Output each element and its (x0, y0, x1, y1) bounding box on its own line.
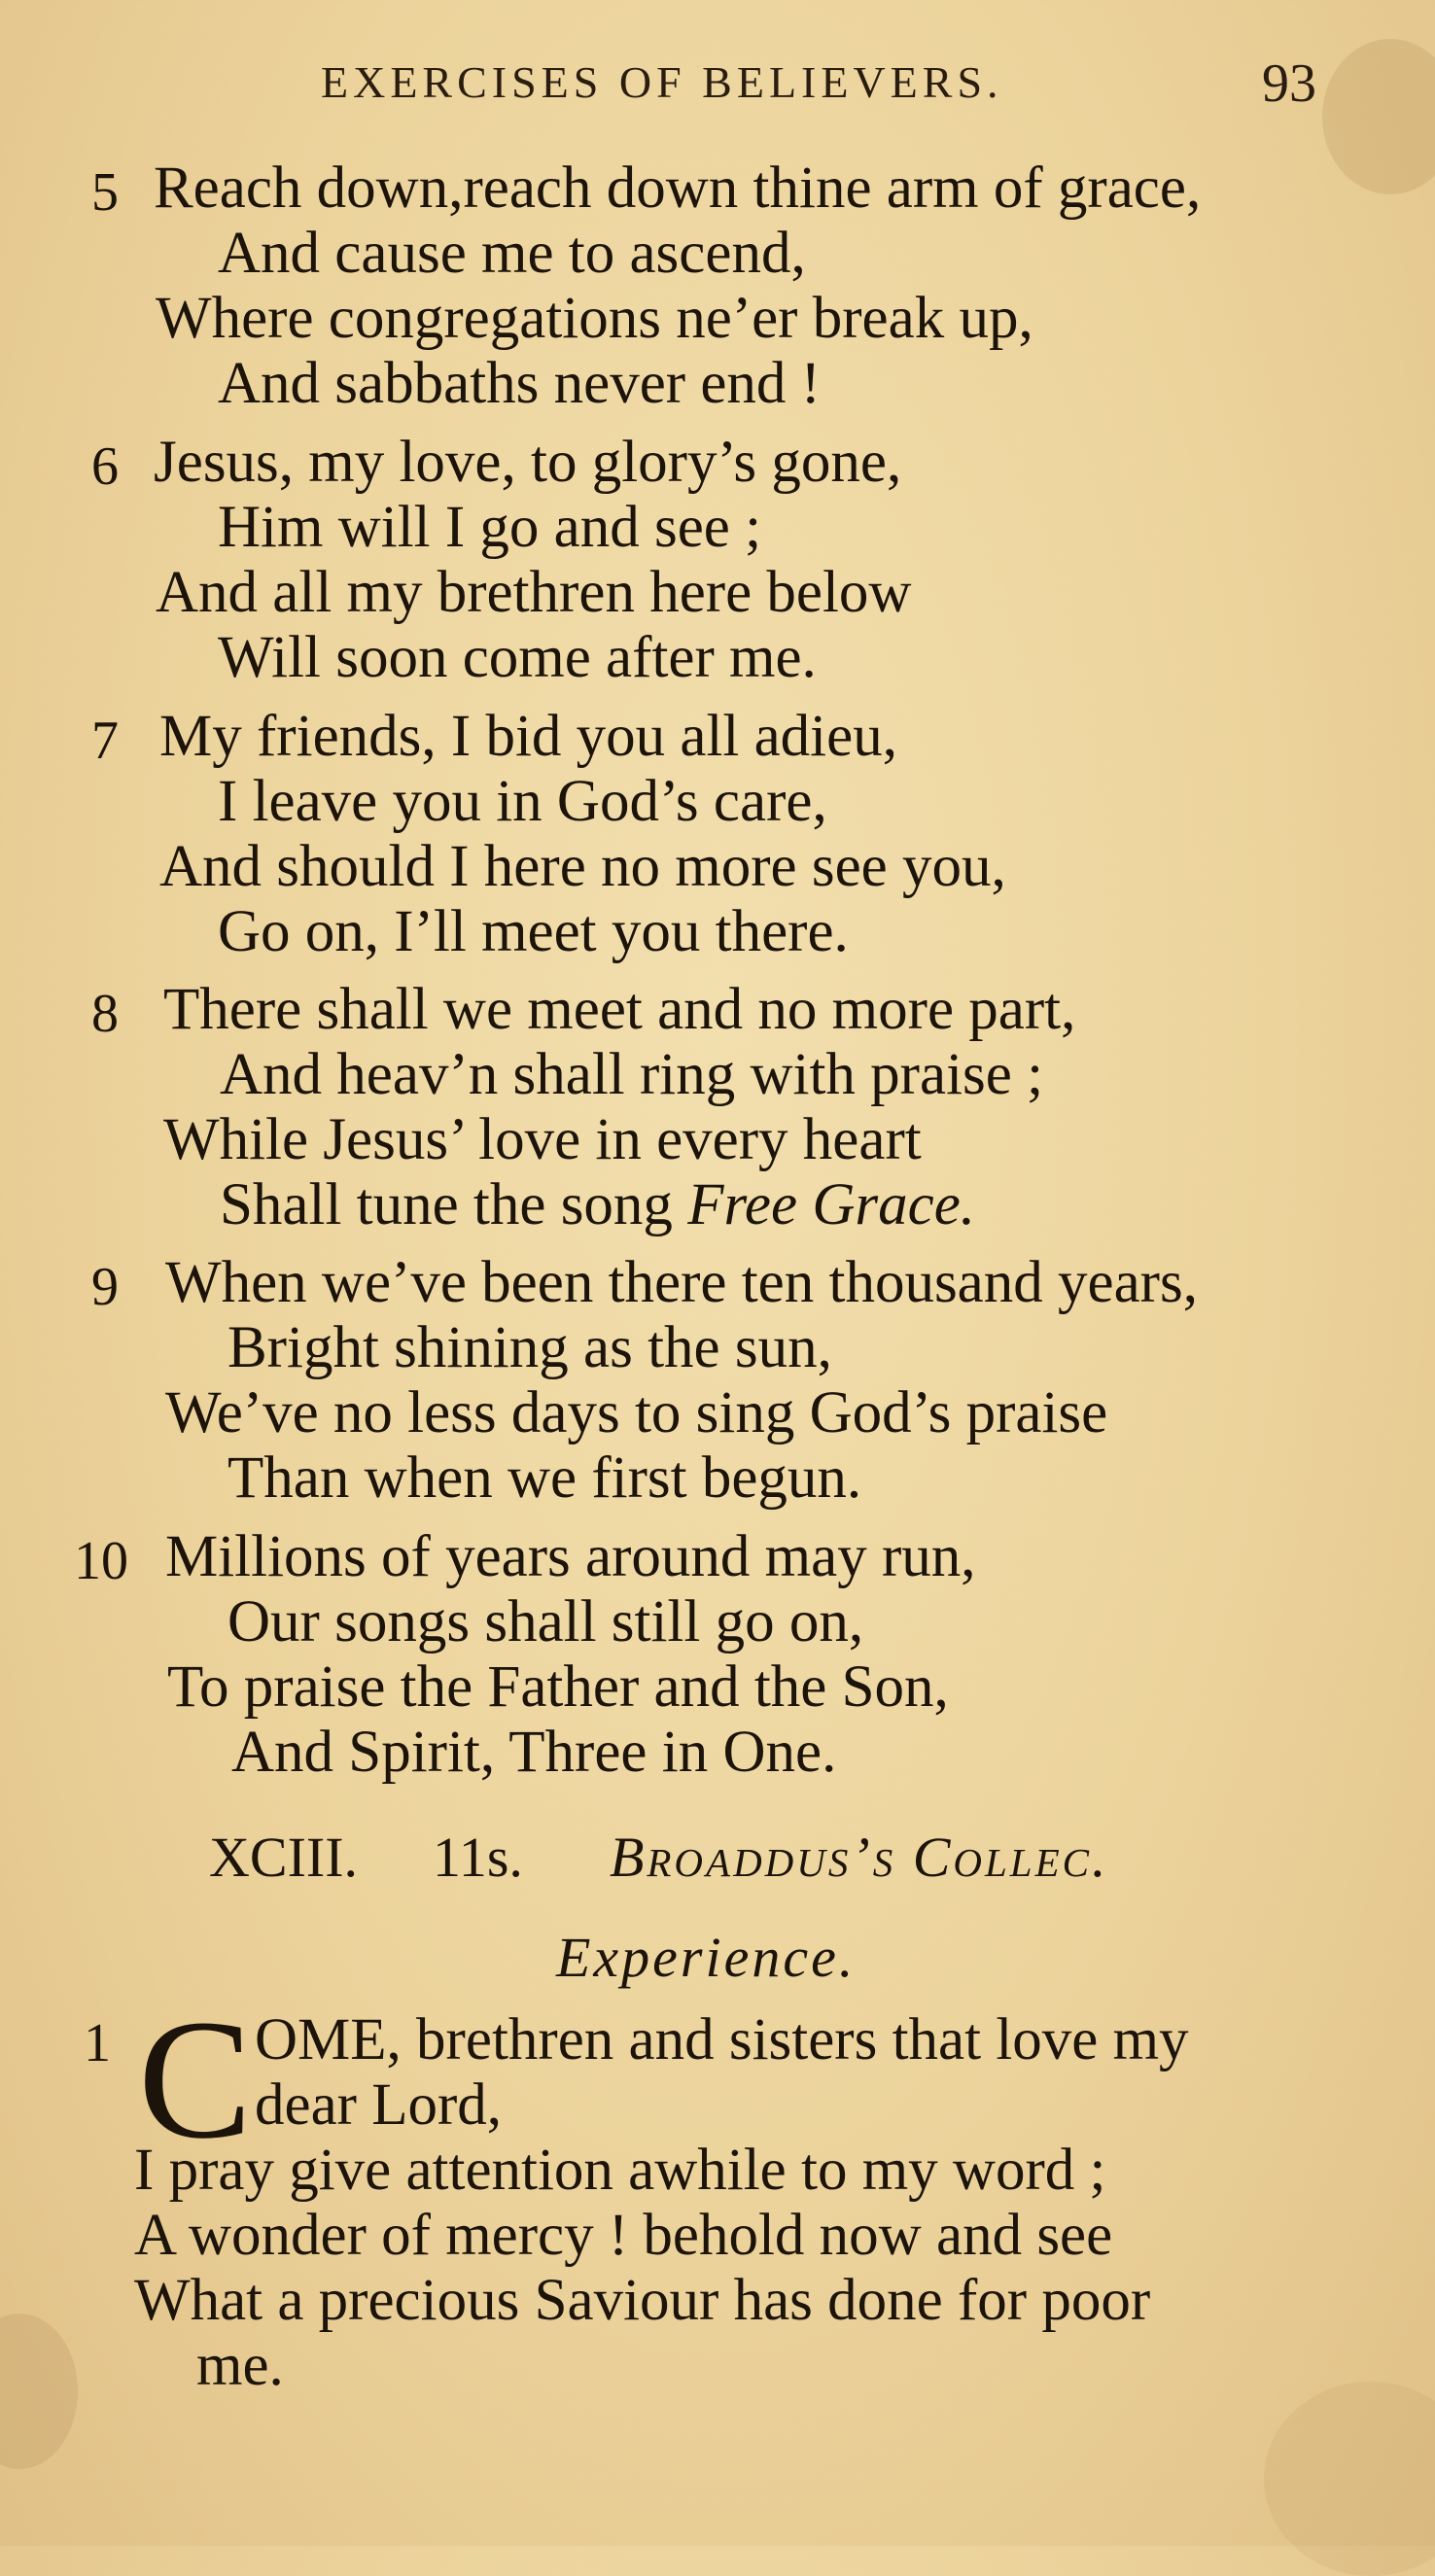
hymn-line: A wonder of mercy ! behold now and see (134, 2203, 1113, 2268)
verse-line: We’ve no less days to sing God’s praise (165, 1380, 1108, 1445)
running-head: EXERCISES OF BELIEVERS. (321, 57, 1003, 107)
hymn-heading (209, 1825, 1109, 1893)
page-number: 93 (1262, 53, 1316, 114)
verse-line: When we’ve been there ten thousand years, (165, 1250, 1198, 1315)
verse-line: There shall we meet and no more part, (163, 977, 1076, 1042)
verse-line: And all my brethren here below (156, 560, 912, 625)
verse-line: To praise the Father and the Son, (167, 1654, 949, 1720)
verse-line: I leave you in God’s care, (218, 769, 827, 834)
verse-line: Bright shining as the sun, (228, 1315, 832, 1380)
hymn-meter: 11s. (433, 1826, 523, 1889)
verse-line: Than when we first begun. (228, 1445, 862, 1511)
verse-line: Reach down,reach down thine arm of grace, (154, 156, 1202, 221)
hymn-numeral: XCIII. (209, 1826, 359, 1889)
verse-line: While Jesus’ love in every heart (163, 1107, 922, 1172)
paper-stain (0, 2314, 78, 2469)
hymn-source: Broaddus’s Collec. (609, 1826, 1109, 1889)
verse-number: 9 (91, 1257, 119, 1317)
verse-line: Our songs shall still go on, (228, 1589, 864, 1654)
verse-line: And cause me to ascend, (218, 221, 806, 286)
verse-number: 5 (91, 162, 119, 223)
verse-line: And Spirit, Three in One. (231, 1720, 837, 1785)
verse-line: Go on, I’ll meet you there. (218, 899, 849, 964)
verse-line: And sabbaths never end ! (218, 351, 821, 416)
hymn-line: OME, brethren and sisters that love my (255, 2007, 1189, 2072)
hymn-line: I pray give attention awhile to my word ; (134, 2138, 1106, 2203)
verse-line: Millions of years around may run, (165, 1524, 976, 1589)
page-header (0, 53, 1435, 124)
verse-number: 1 (84, 2013, 111, 2073)
hymn-line: dear Lord, (255, 2072, 503, 2138)
verse-line: Where congregations ne’er break up, (156, 286, 1033, 351)
paper-stain (1264, 2382, 1435, 2576)
verse-line: My friends, I bid you all adieu, (159, 704, 897, 769)
verse-line (220, 1172, 976, 1237)
verse-line-text: Shall tune the song (220, 1172, 688, 1237)
verse-line: Him will I go and see ; (218, 495, 762, 560)
hymn-line: What a precious Saviour has done for poor (134, 2268, 1151, 2333)
verse-line: Will soon come after me. (218, 625, 817, 690)
verse-number: 7 (91, 711, 119, 771)
verse-line: And heav’n shall ring with praise ; (220, 1042, 1044, 1107)
verse-number: 6 (91, 436, 119, 497)
verse-line: Jesus, my love, to glory’s gone, (154, 430, 902, 495)
verse-line: And should I here no more see you, (159, 834, 1006, 899)
drop-cap: C (138, 1985, 253, 2175)
hymn-subtitle: Experience. (556, 1926, 857, 1989)
verse-number: 8 (91, 984, 119, 1044)
emphasis-text: Free Grace. (687, 1172, 976, 1237)
hymn-line: me. (196, 2333, 284, 2398)
verse-number: 10 (74, 1531, 128, 1591)
